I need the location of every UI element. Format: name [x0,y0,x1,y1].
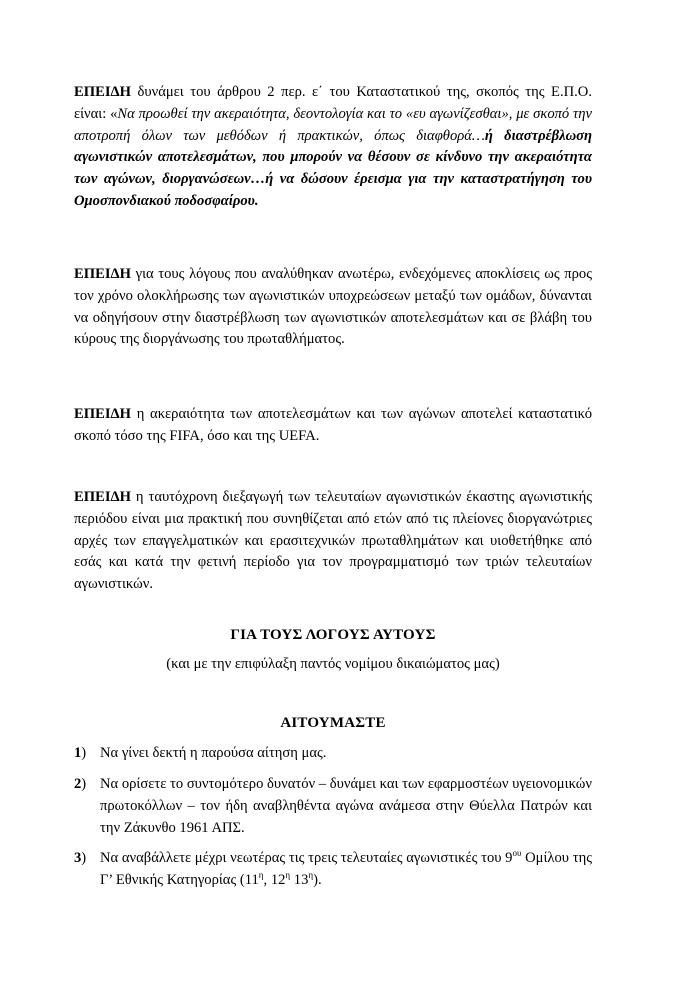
request-number-digit: 3 [74,850,82,866]
paragraph-italic-text: Να προωθεί την ακεραιότητα, δεοντολογία και το «ευ αγωνίζεσθαι», με σκοπό την αποτροπή όλων των μεθόδων ή πρακτικών, όπως διαφθορά… [74,105,592,144]
paragraph-epeidi-2 [74,264,592,351]
request-number [74,848,100,892]
superscript: η [285,869,291,880]
request-number-digit: 1 [74,745,82,761]
request-text-part: Να αναβάλλετε μέχρι νεωτέρας τις τρεις τελευταίες αγωνιστικές του 9 [100,850,513,866]
request-number-paren: ) [81,776,87,792]
request-number-digit: 2 [74,776,82,792]
superscript: η [308,869,314,880]
request-item-1 [74,743,592,765]
request-text-part: Ομίλου της Γ’ Εθνικής Κατηγορίας (11 [100,850,593,888]
request-text: Να ορίσετε το συντομότερο δυνατόν – δυνάμει και των εφαρμοστέων υγειονομικών πρωτοκόλλων – τον ήδη αναβληθέντα αγώνα ανάμεσα στην Θύελλα Πατρών και την Ζάκυνθο 1961 ΑΠΣ. [100,776,592,836]
request-text: Να γίνει δεκτή η παρούσα αίτηση μας. [100,745,327,761]
request-text [100,848,592,892]
paragraph-epeidi-4 [74,487,592,596]
paragraph-text: η ταυτόχρονη διεξαγωγή των τελευταίων αγωνιστικών έκαστης αγωνιστικής περιόδου είναι μια πρακτική που συνηθίζεται από ετών από τις πλείονες διοργανώτριες αρχές των επαγγελματικών και ερασιτεχνικών πρωταθλημάτων και υιοθετήθηκε από εσάς και κατά την φετινή περίοδο για τον προγραμματισμό των τριών τελευταίων αγωνιστικών. [74,489,592,593]
request-number-paren: ) [81,745,87,761]
request-number [74,774,100,839]
superscript: ου [512,848,522,859]
request-number [74,743,100,765]
paragraph-epeidi-1 [74,82,592,213]
paragraph-lead: ΕΠΕΙΔΗ [74,406,131,422]
superscript: η [258,869,264,880]
paragraph-lead: ΕΠΕΙΔΗ [74,489,131,505]
request-item-3 [74,848,592,892]
request-item-2 [74,774,592,839]
paragraph-lead: ΕΠΕΙΔΗ [74,266,131,282]
heading-for-these-reasons: ΓΙΑ ΤΟΥΣ ΛΟΓΟΥΣ ΑΥΤΟΥΣ [230,627,436,643]
heading-we-request: ΑΙΤΟΥΜΑΣΤΕ [280,715,386,731]
paragraph-text: η ακεραιότητα των αποτελεσμάτων και των αγώνων αποτελεί καταστατικό σκοπό τόσο της FIFA, όσο και της UEFA. [74,406,592,444]
paragraph-lead: ΕΠΕΙΔΗ [74,84,131,100]
paragraph-text: δυνάμει του άρθρου 2 περ. ε΄ του Καταστατικού της, σκοπός της Ε.Π.Ο. είναι: « [74,84,592,122]
request-text-part: , 12 [263,871,286,888]
reservation-note: (και με την επιφύλαξη παντός νομίμου δικαιώματος μας) [166,656,500,672]
request-number-paren: ) [81,850,87,866]
paragraph-text: για τους λόγους που αναλύθηκαν ανωτέρω, ενδεχόμενες αποκλίσεις ως προς τον χρόνο ολοκλήρωσης των αγωνιστικών υποχρεώσεων μεταξύ των ομάδων, δύνανται να οδηγήσουν στην διαστρέβλωση των αγωνιστικών αποτελεσμάτων και σε βλάβη του κύρους της διοργάνωσης του πρωταθλήματος. [74,266,592,348]
request-text-part: ). [313,871,322,888]
paragraph-bold-italic-text: ή διαστρέβλωση αγωνιστικών αποτελεσμάτων, που μπορούν να θέσουν σε κίνδυνο την ακεραιότητα των αγώνων, διοργανώσεων…ή να δώσουν έρεισμα για την καταστρατήγηση του Ομοσπονδιακού ποδοσφαίρου. [74,127,592,209]
request-text-part: 13 [290,871,309,888]
paragraph-epeidi-3 [74,404,592,448]
